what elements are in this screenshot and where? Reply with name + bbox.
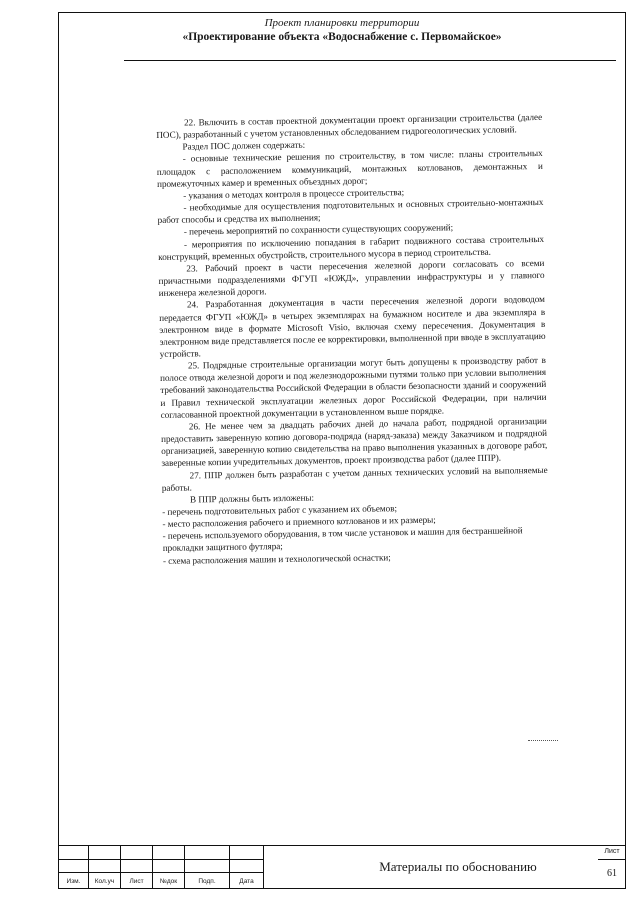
- stamp-title: Материалы по обоснованию: [263, 845, 640, 889]
- sheet-number: 61: [607, 868, 617, 879]
- title-block: [58, 845, 626, 889]
- body-paragraph: 24. Разработанная документация в части пересечения железной дороги водоводом передается ФГУП «ЮЖД» в четырех экземплярах на бумажном носителе и два экземпляра в электронном виде в формате Microsoft Visio, включая схему пересечения. Документация в электронном виде представляется после ее корректировки, выполненной при вводе в эксплуатацию устройств.: [159, 294, 546, 359]
- stamp-col-list: Лист: [121, 873, 153, 889]
- sheet-label: Лист: [598, 845, 626, 860]
- document-header: [58, 16, 626, 45]
- stamp-col-koluch: Кол.уч: [89, 873, 121, 889]
- body-paragraph: - необходимые для осуществления подготовительных и основных строительно-монтажных работ способы и средства их выполнения;: [157, 197, 544, 226]
- sheet-cell: [598, 845, 626, 889]
- revision-grid: [58, 845, 264, 889]
- body-paragraph: - перечень подготовительных работ с указанием их объемов;: [162, 503, 398, 517]
- stamp-col-izm: Изм.: [59, 873, 89, 889]
- body-paragraph: 25. Подрядные строительные организации могут быть допущены к производству работ в полосе отвода железной дороги и под железнодорожными путями только при условии выполнения требований законодательства Российской Федерации в области безопасности зданий и сооружений и Правил технической эксплуатации железных дорог Российской Федерации, при наличии согласованной проектной документации в установленном выше порядке.: [160, 355, 547, 420]
- document-body: [156, 111, 549, 567]
- body-paragraph: Раздел ПОС должен содержать:: [182, 139, 306, 152]
- body-paragraph: 22. Включить в состав проектной документации проект организации строительства (далее ПОС), разработанный с учетом установленных обследованием гидрогеологических условий.: [156, 111, 543, 141]
- stamp-col-data: Дата: [230, 873, 264, 889]
- body-paragraph: - указания о методах контроля в процессе строительства;: [183, 187, 405, 201]
- body-paragraph: - перечень используемого оборудования, в том числе установок и машин для бестраншейной прокладки защитного футляра;: [162, 525, 523, 554]
- body-paragraph: - место расположения рабочего и приемного котлованов и их размеры;: [162, 514, 436, 530]
- body-paragraph: 23. Рабочий проект в части пересечения железной дороги согласовать со всеми причастными подразделениями ФГУП «ЮЖД», управлении инфраструктуры и у главного инженера железной дороги.: [158, 257, 545, 299]
- body-paragraph: - основные технические решения по строительству, в том числе: планы строительных площадок с расположением коммуникаций, монтажных котлованов, демонтажных и промежуточных камер и временных объездных дорог;: [156, 148, 543, 189]
- header-title: «Проектирование объекта «Водоснабжение с. Первомайское»: [182, 31, 502, 43]
- body-paragraph: - перечень мероприятий по сохранности существующих сооружений;: [183, 222, 454, 237]
- header-rule: [124, 60, 616, 61]
- stamp-col-podp: Подп.: [185, 873, 230, 889]
- body-paragraph: 27. ППР должен быть разработан с учетом данных технических условий на выполняемые работы.: [161, 464, 548, 493]
- body-paragraph: - схема расположения машин и технологической оснастки;: [162, 551, 391, 566]
- header-subtitle: Проект планировки территории: [264, 17, 420, 29]
- body-paragraph: 26. Не менее чем за двадцать рабочих дней до начала работ, подрядной организации предоставить заверенную копию договора-подряда (наряд-заказа) между Заказчиком и подрядной организацией, заверенную копию свидетельства на право выполнения указанных в договоре работ, заверенные копии учредительных документов, проект производства работ (далее ППР).: [160, 415, 548, 469]
- stamp-col-ndok: №док: [153, 873, 185, 889]
- body-paragraph: - мероприятия по исключению попадания в габарит подвижного состава строительных конструкций, временных обустройств, строительного мусора в период строительства.: [158, 233, 545, 262]
- dotted-mark: [528, 740, 558, 741]
- body-paragraph: В ППР должны быть изложены:: [189, 492, 315, 505]
